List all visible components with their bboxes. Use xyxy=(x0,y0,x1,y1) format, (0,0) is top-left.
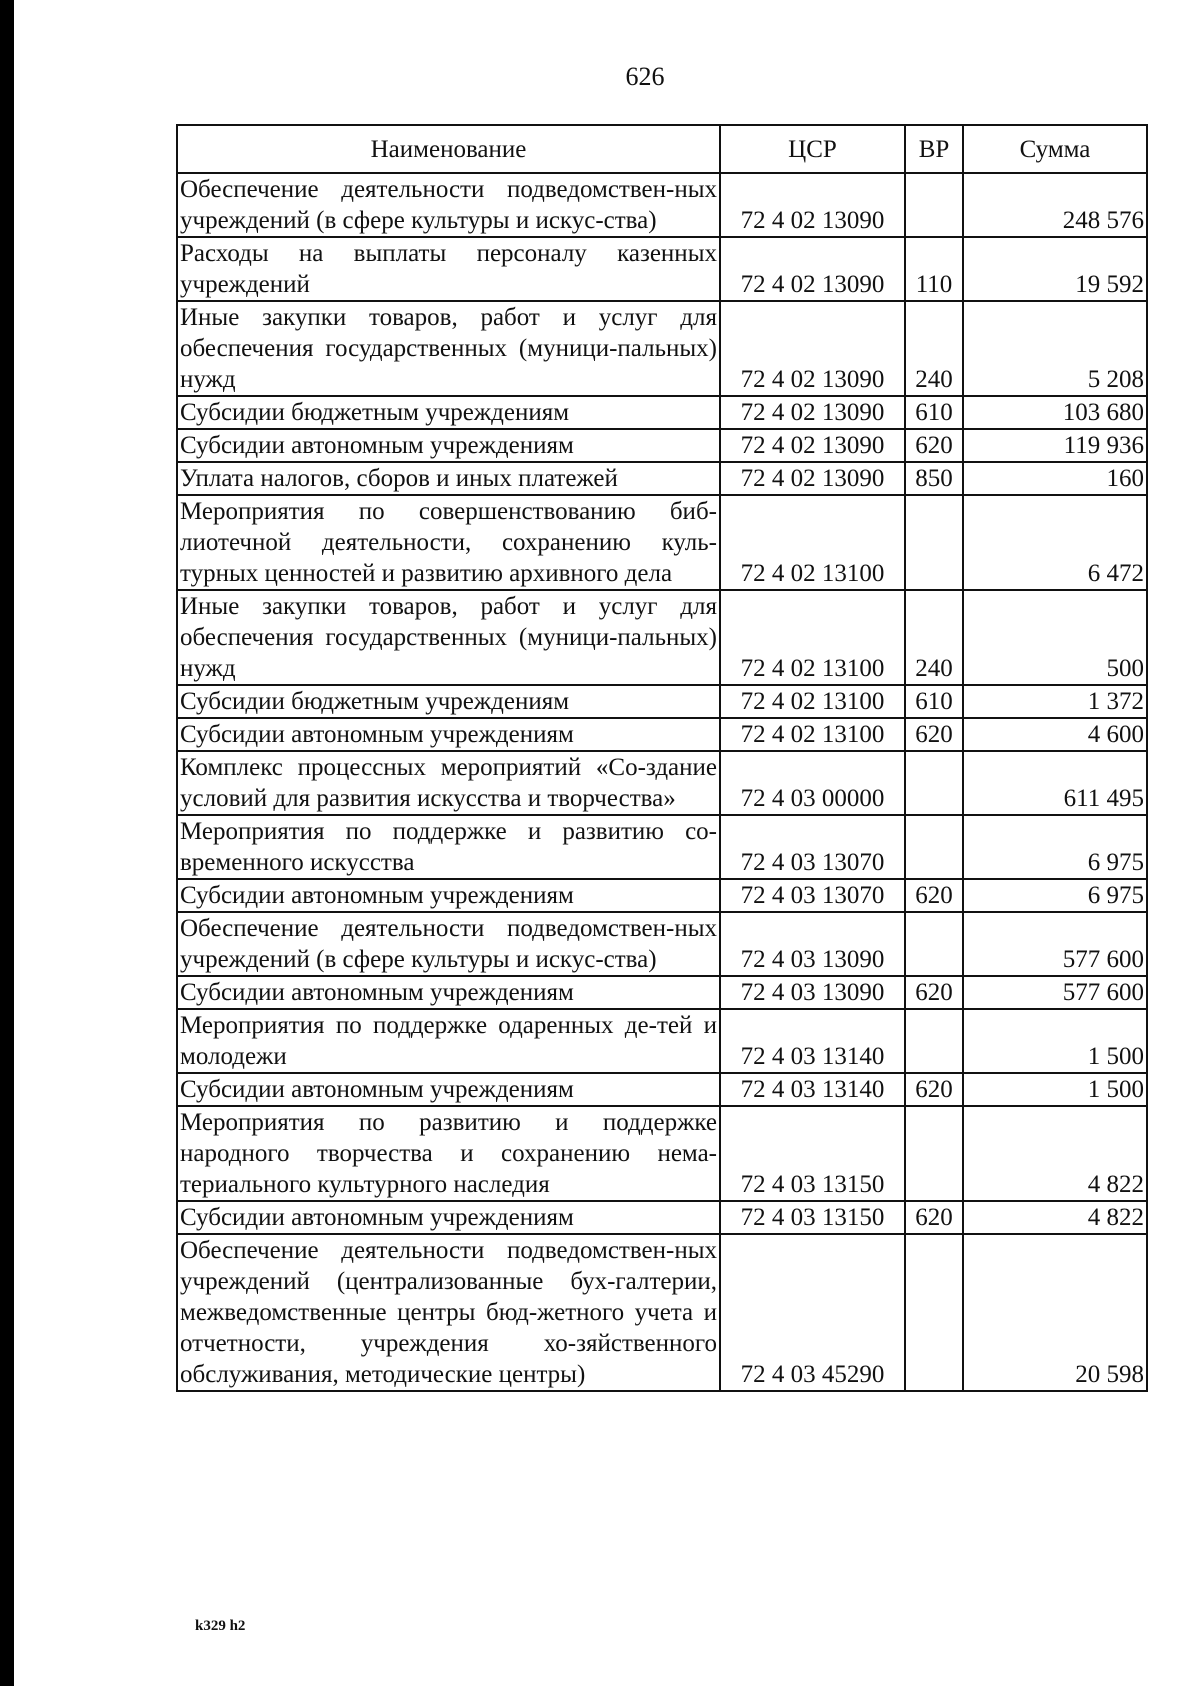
table-row xyxy=(177,1106,1147,1201)
row-sum: 1 500 xyxy=(963,1009,1147,1073)
row-vr xyxy=(905,1009,963,1073)
row-csr: 72 4 02 13090 xyxy=(720,301,905,396)
row-sum: 103 680 xyxy=(963,396,1147,429)
row-sum: 5 208 xyxy=(963,301,1147,396)
row-vr: 240 xyxy=(905,590,963,685)
row-csr: 72 4 02 13100 xyxy=(720,685,905,718)
table-row xyxy=(177,495,1147,590)
table-row xyxy=(177,1073,1147,1106)
row-name: Обеспечение деятельности подведомствен-ных учреждений (в сфере культуры и искус-ства) xyxy=(177,173,720,237)
row-name: Обеспечение деятельности подведомствен-ных учреждений (в сфере культуры и искус-ства) xyxy=(177,912,720,976)
row-csr: 72 4 03 13150 xyxy=(720,1106,905,1201)
row-sum: 577 600 xyxy=(963,912,1147,976)
row-name: Субсидии автономным учреждениям xyxy=(177,429,720,462)
row-csr: 72 4 02 13090 xyxy=(720,237,905,301)
row-csr: 72 4 03 13150 xyxy=(720,1201,905,1234)
row-name: Субсидии автономным учреждениям xyxy=(177,718,720,751)
table-row xyxy=(177,301,1147,396)
row-sum: 500 xyxy=(963,590,1147,685)
row-name: Субсидии автономным учреждениям xyxy=(177,1073,720,1106)
row-vr xyxy=(905,173,963,237)
row-name: Субсидии автономным учреждениям xyxy=(177,976,720,1009)
row-sum: 611 495 xyxy=(963,751,1147,815)
row-name: Мероприятия по развитию и поддержке народного творчества и сохранению нема-териального культурного наследия xyxy=(177,1106,720,1201)
row-vr: 850 xyxy=(905,462,963,495)
row-vr: 610 xyxy=(905,396,963,429)
row-csr: 72 4 02 13100 xyxy=(720,718,905,751)
row-sum: 119 936 xyxy=(963,429,1147,462)
row-vr xyxy=(905,1106,963,1201)
table-body xyxy=(177,173,1147,1391)
row-csr: 72 4 03 13070 xyxy=(720,815,905,879)
header-name: Наименование xyxy=(177,125,720,173)
row-name: Субсидии автономным учреждениям xyxy=(177,879,720,912)
row-vr: 620 xyxy=(905,879,963,912)
table-row xyxy=(177,590,1147,685)
row-name: Мероприятия по совершенствованию биб-лиотечной деятельности, сохранению куль-турных ценностей и развитию архивного дела xyxy=(177,495,720,590)
row-csr: 72 4 02 13090 xyxy=(720,396,905,429)
row-sum: 1 500 xyxy=(963,1073,1147,1106)
table-row xyxy=(177,237,1147,301)
row-csr: 72 4 03 13090 xyxy=(720,976,905,1009)
row-sum: 20 598 xyxy=(963,1234,1147,1391)
table-row xyxy=(177,1234,1147,1391)
table-row xyxy=(177,173,1147,237)
row-name: Иные закупки товаров, работ и услуг для обеспечения государственных (муници-пальных) нужд xyxy=(177,301,720,396)
table-row xyxy=(177,718,1147,751)
row-sum: 4 822 xyxy=(963,1106,1147,1201)
row-csr: 72 4 03 13070 xyxy=(720,879,905,912)
row-csr: 72 4 03 00000 xyxy=(720,751,905,815)
row-sum: 6 472 xyxy=(963,495,1147,590)
row-csr: 72 4 02 13100 xyxy=(720,495,905,590)
budget-table xyxy=(176,124,1148,1392)
table-row xyxy=(177,462,1147,495)
row-sum: 6 975 xyxy=(963,879,1147,912)
table-row xyxy=(177,912,1147,976)
header-csr: ЦСР xyxy=(720,125,905,173)
row-vr: 610 xyxy=(905,685,963,718)
row-csr: 72 4 02 13090 xyxy=(720,173,905,237)
row-sum: 4 600 xyxy=(963,718,1147,751)
row-csr: 72 4 02 13100 xyxy=(720,590,905,685)
row-vr: 620 xyxy=(905,1201,963,1234)
table-header xyxy=(177,125,1147,173)
row-name: Обеспечение деятельности подведомствен-ных учреждений (централизованные бух-галтерии, межведомственные центры бюд-жетного учета и отчетности, учреждения хо-зяйственного обслуживания, методические центры) xyxy=(177,1234,720,1391)
row-sum: 19 592 xyxy=(963,237,1147,301)
header-vr: ВР xyxy=(905,125,963,173)
row-csr: 72 4 03 13140 xyxy=(720,1073,905,1106)
table-row xyxy=(177,751,1147,815)
row-vr: 620 xyxy=(905,976,963,1009)
row-csr: 72 4 03 13140 xyxy=(720,1009,905,1073)
row-name: Субсидии автономным учреждениям xyxy=(177,1201,720,1234)
row-sum: 160 xyxy=(963,462,1147,495)
row-csr: 72 4 03 13090 xyxy=(720,912,905,976)
row-sum: 6 975 xyxy=(963,815,1147,879)
table-row xyxy=(177,429,1147,462)
row-vr xyxy=(905,815,963,879)
row-vr: 620 xyxy=(905,718,963,751)
row-name: Мероприятия по поддержке одаренных де-тей и молодежи xyxy=(177,1009,720,1073)
table-row xyxy=(177,1201,1147,1234)
row-name: Мероприятия по поддержке и развитию со-временного искусства xyxy=(177,815,720,879)
row-name: Расходы на выплаты персоналу казенных учреждений xyxy=(177,237,720,301)
table-row xyxy=(177,685,1147,718)
row-vr xyxy=(905,751,963,815)
row-vr: 110 xyxy=(905,237,963,301)
row-name: Субсидии бюджетным учреждениям xyxy=(177,685,720,718)
row-csr: 72 4 03 45290 xyxy=(720,1234,905,1391)
row-csr: 72 4 02 13090 xyxy=(720,429,905,462)
row-name: Комплекс процессных мероприятий «Со-здание условий для развития искусства и творчества» xyxy=(177,751,720,815)
table-row xyxy=(177,396,1147,429)
table-row xyxy=(177,815,1147,879)
row-vr xyxy=(905,912,963,976)
footer-code: k329 h2 xyxy=(195,1618,246,1634)
row-name: Субсидии бюджетным учреждениям xyxy=(177,396,720,429)
scan-edge-bar xyxy=(0,0,14,1686)
row-vr: 620 xyxy=(905,1073,963,1106)
row-vr xyxy=(905,495,963,590)
row-sum: 577 600 xyxy=(963,976,1147,1009)
row-csr: 72 4 02 13090 xyxy=(720,462,905,495)
table-row xyxy=(177,976,1147,1009)
row-name: Уплата налогов, сборов и иных платежей xyxy=(177,462,720,495)
row-sum: 1 372 xyxy=(963,685,1147,718)
header-row xyxy=(177,125,1147,173)
row-vr: 620 xyxy=(905,429,963,462)
row-name: Иные закупки товаров, работ и услуг для обеспечения государственных (муници-пальных) нужд xyxy=(177,590,720,685)
table-row xyxy=(177,879,1147,912)
row-sum: 248 576 xyxy=(963,173,1147,237)
page-number: 626 xyxy=(625,62,665,91)
row-vr xyxy=(905,1234,963,1391)
header-sum: Сумма xyxy=(963,125,1147,173)
row-sum: 4 822 xyxy=(963,1201,1147,1234)
table-row xyxy=(177,1009,1147,1073)
row-vr: 240 xyxy=(905,301,963,396)
